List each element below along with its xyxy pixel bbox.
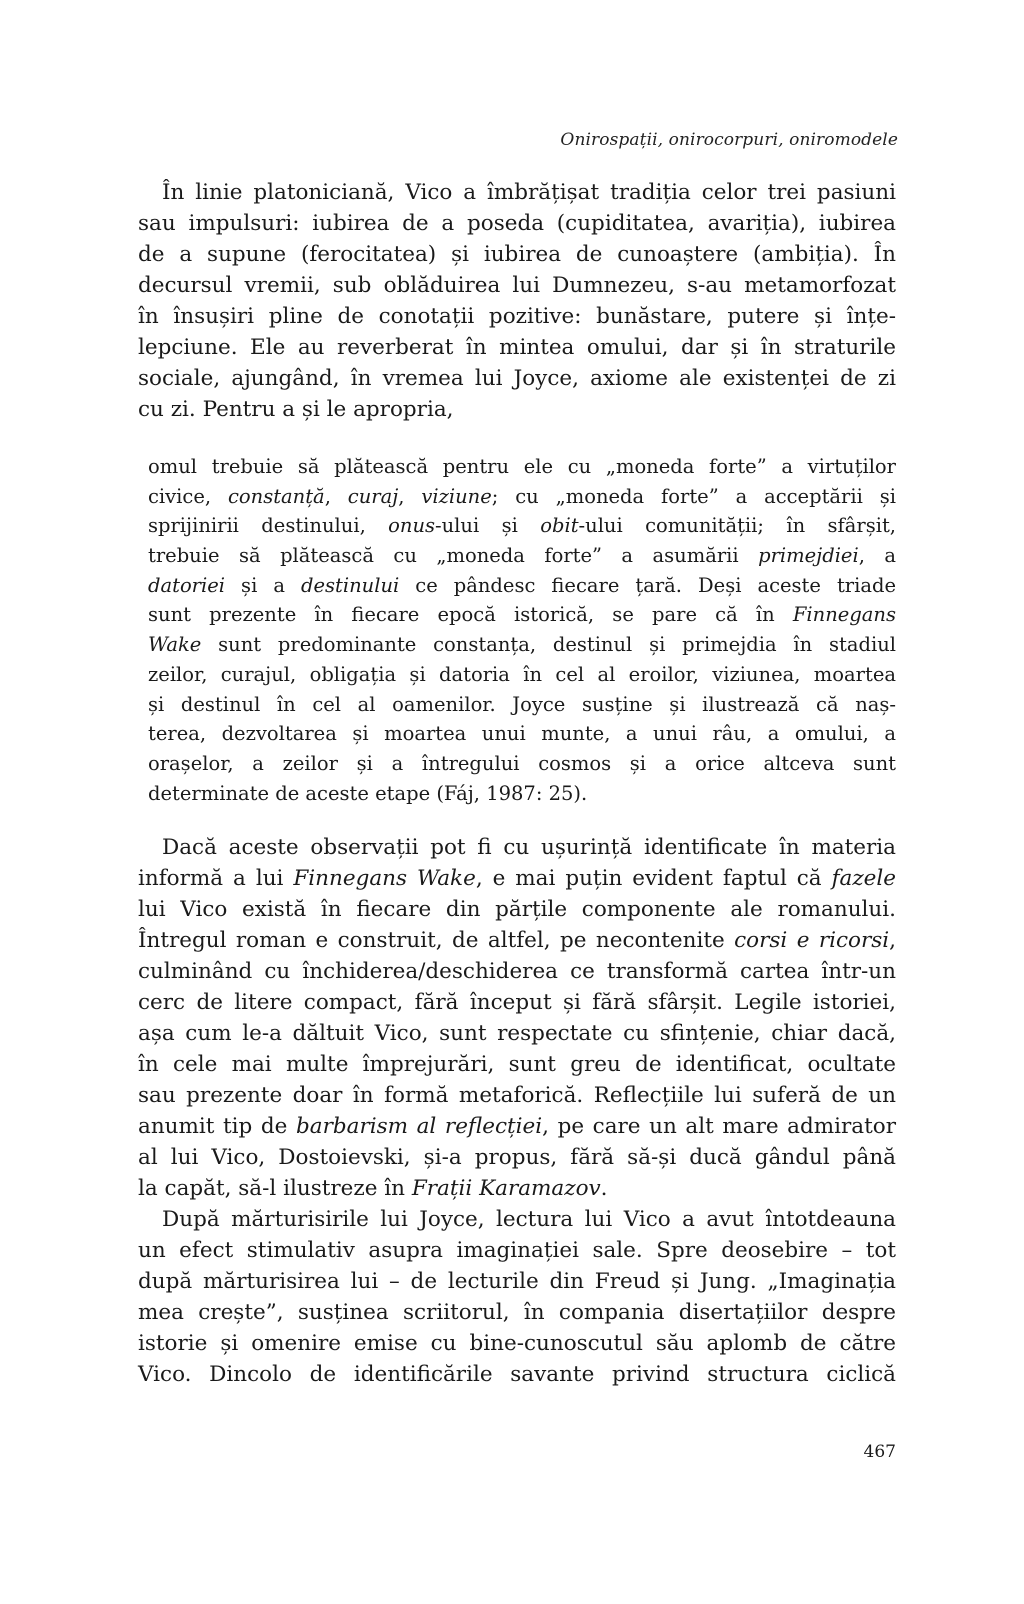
text-run: Vico. Dincolo de identificările savante privind structura ciclică [138, 1362, 896, 1387]
block-quote [148, 452, 896, 808]
text-run: Întregul roman e construit, de altfel, pe necontenite [138, 928, 735, 953]
text-run: ; cu „moneda forte” a acceptării și [491, 484, 896, 508]
text-run: -ului și [435, 514, 541, 538]
text-run: sprijinirii destinului, [148, 514, 389, 538]
text-run: determinate de aceste etape (Fáj, 1987: 25). [148, 781, 588, 805]
text-run: omul trebuie să plătească pentru ele cu „moneda forte” a virtuților [148, 455, 896, 478]
text-run: un efect stimulativ asupra imaginației sale. Spre deosebire – tot [138, 1238, 896, 1263]
text-line [138, 894, 896, 925]
text-run: , e mai puțin evident faptul că [475, 866, 832, 891]
text-run: În linie platoniciană, Vico a îmbrățișat tradiția celor trei pasiuni [162, 180, 896, 205]
text-line [138, 1235, 896, 1266]
italic-text: barbarism al reflecției [296, 1114, 543, 1139]
italic-text: constanță [227, 484, 325, 508]
italic-text: viziune [421, 484, 492, 508]
text-run: trebuie să plătească cu „moneda forte” a asumării [148, 544, 759, 568]
text-run: în cele mai multe împrejurări, sunt greu de identificat, ocultate [138, 1052, 896, 1077]
paragraph-2 [138, 832, 896, 1204]
text-run: cu zi. Pentru a și le apropria, [138, 397, 454, 422]
text-line [138, 363, 896, 394]
text-run: civice, [148, 484, 228, 508]
italic-text: destinului [300, 573, 400, 597]
text-run: culminând cu închiderea/deschiderea ce transformă cartea într-un [138, 959, 896, 984]
text-run: -ului comunității; în sfârșit, [578, 514, 896, 538]
text-run: orașelor, a zeilor și a întregului cosmos și a orice altceva sunt [148, 751, 896, 775]
text-line [148, 690, 896, 720]
text-run: ce pândesc fiecare țară. Deși aceste triade [399, 573, 896, 597]
text-line [138, 332, 896, 363]
text-run: așa cum le-a dăltuit Vico, sunt respectate cu sfințenie, chiar dacă, [138, 1021, 896, 1046]
text-run: și a [225, 573, 301, 597]
text-run: mea crește”, susținea scriitorul, în compania disertațiilor despre [138, 1300, 896, 1325]
page-number: 467 [863, 1442, 896, 1462]
text-line [148, 660, 896, 690]
text-line [148, 482, 896, 512]
text-run: cerc de litere compact, fără început și fără sfârșit. Legile istoriei, [138, 990, 896, 1015]
text-line [148, 600, 896, 630]
text-line [148, 630, 896, 660]
text-run: anumit tip de [138, 1114, 296, 1139]
text-line [148, 541, 896, 571]
text-run: zeilor, curajul, obligația și datoria în cel al eroilor, viziunea, moartea [148, 662, 896, 686]
paragraph-1 [138, 177, 896, 425]
italic-text: primejdiei [758, 544, 859, 568]
text-run: Dacă aceste observații pot fi cu ușurință identificate în materia [162, 835, 896, 860]
text-line [148, 452, 896, 482]
text-line [138, 1173, 896, 1204]
text-line [138, 925, 896, 956]
text-run: sunt prezente în fiecare epocă istorică, se pare că în [148, 603, 793, 627]
text-run: , pe care un alt mare admirator [542, 1114, 896, 1139]
text-run: sunt predominante constanța, destinul și primejdia în stadiul [201, 633, 896, 657]
text-line [138, 1359, 896, 1390]
text-run: , a [858, 544, 897, 568]
text-line [138, 1049, 896, 1080]
text-line [138, 1297, 896, 1328]
italic-text: Frații Karamazov [411, 1176, 601, 1201]
text-line [138, 1018, 896, 1049]
text-run: de a supune (ferocitatea) și iubirea de cunoaștere (ambiția). În [138, 242, 896, 267]
running-head: Onirospații, onirocorpuri, oniromodele [560, 130, 898, 150]
text-line [138, 1142, 896, 1173]
italic-text: Finnegans Wake [293, 866, 476, 891]
paragraph-3 [138, 1204, 896, 1390]
text-line [138, 301, 896, 332]
text-line [138, 177, 896, 208]
text-run: , [324, 484, 348, 508]
italic-text: Finnegans [792, 603, 896, 627]
text-run: terea, dezvoltarea și moartea unui munte, a unui râu, a omului, a [148, 722, 896, 746]
text-run: în însușiri pline de conotații pozitive: bunăstare, putere și înțe- [138, 304, 896, 329]
text-run: lepciune. Ele au reverberat în mintea omului, dar și în straturile [138, 335, 896, 360]
text-run: decursul vremii, sub oblăduirea lui Dumnezeu, s-au metamorfozat [138, 273, 896, 298]
text-line [148, 511, 896, 541]
text-line [148, 779, 896, 809]
text-run: istorie și omenire emise cu bine-cunoscutul său aplomb de către [138, 1331, 896, 1356]
italic-text: obit [540, 514, 579, 538]
text-run: După mărturisirile lui Joyce, lectura lui Vico a avut întotdeauna [162, 1207, 896, 1232]
text-run: și destinul în cel al oamenilor. Joyce susține și ilustrează că naș- [148, 692, 896, 716]
italic-text: curaj [347, 484, 399, 508]
text-run: sau prezente doar în formă metaforică. Reflecțiile lui suferă de un [138, 1083, 896, 1108]
text-line [148, 571, 896, 601]
text-run: la capăt, să-l ilustreze în [138, 1176, 412, 1201]
italic-text: datoriei [148, 573, 226, 597]
italic-text: fazele [831, 866, 897, 891]
text-line [138, 239, 896, 270]
italic-text: corsi e ricorsi [734, 928, 890, 953]
text-run: sau impulsuri: iubirea de a poseda (cupiditatea, avariția), iubirea [138, 211, 896, 236]
text-line [138, 270, 896, 301]
text-line [138, 394, 896, 425]
text-line [138, 1266, 896, 1297]
text-line [138, 956, 896, 987]
text-run: după mărturisirea lui – de lecturile din Freud și Jung. „Imaginația [138, 1269, 896, 1294]
text-line [138, 832, 896, 863]
text-line [138, 208, 896, 239]
text-line [138, 863, 896, 894]
text-line [148, 749, 896, 779]
italic-text: onus [388, 514, 436, 538]
text-run: al lui Vico, Dostoievski, și-a propus, fără să-și ducă gândul până [138, 1145, 896, 1170]
text-line [138, 1080, 896, 1111]
text-run: . [600, 1176, 608, 1201]
text-line [138, 1204, 896, 1235]
text-line [138, 987, 896, 1018]
text-line [138, 1111, 896, 1142]
text-run: lui Vico există în fiecare din părțile componente ale romanului. [138, 897, 896, 922]
italic-text: Wake [148, 633, 202, 657]
text-run: informă a lui [138, 866, 294, 891]
text-run: , [398, 484, 422, 508]
text-line [138, 1328, 896, 1359]
text-run: , [889, 928, 896, 953]
text-line [148, 719, 896, 749]
text-run: sociale, ajungând, în vremea lui Joyce, axiome ale existenței de zi [138, 366, 896, 391]
